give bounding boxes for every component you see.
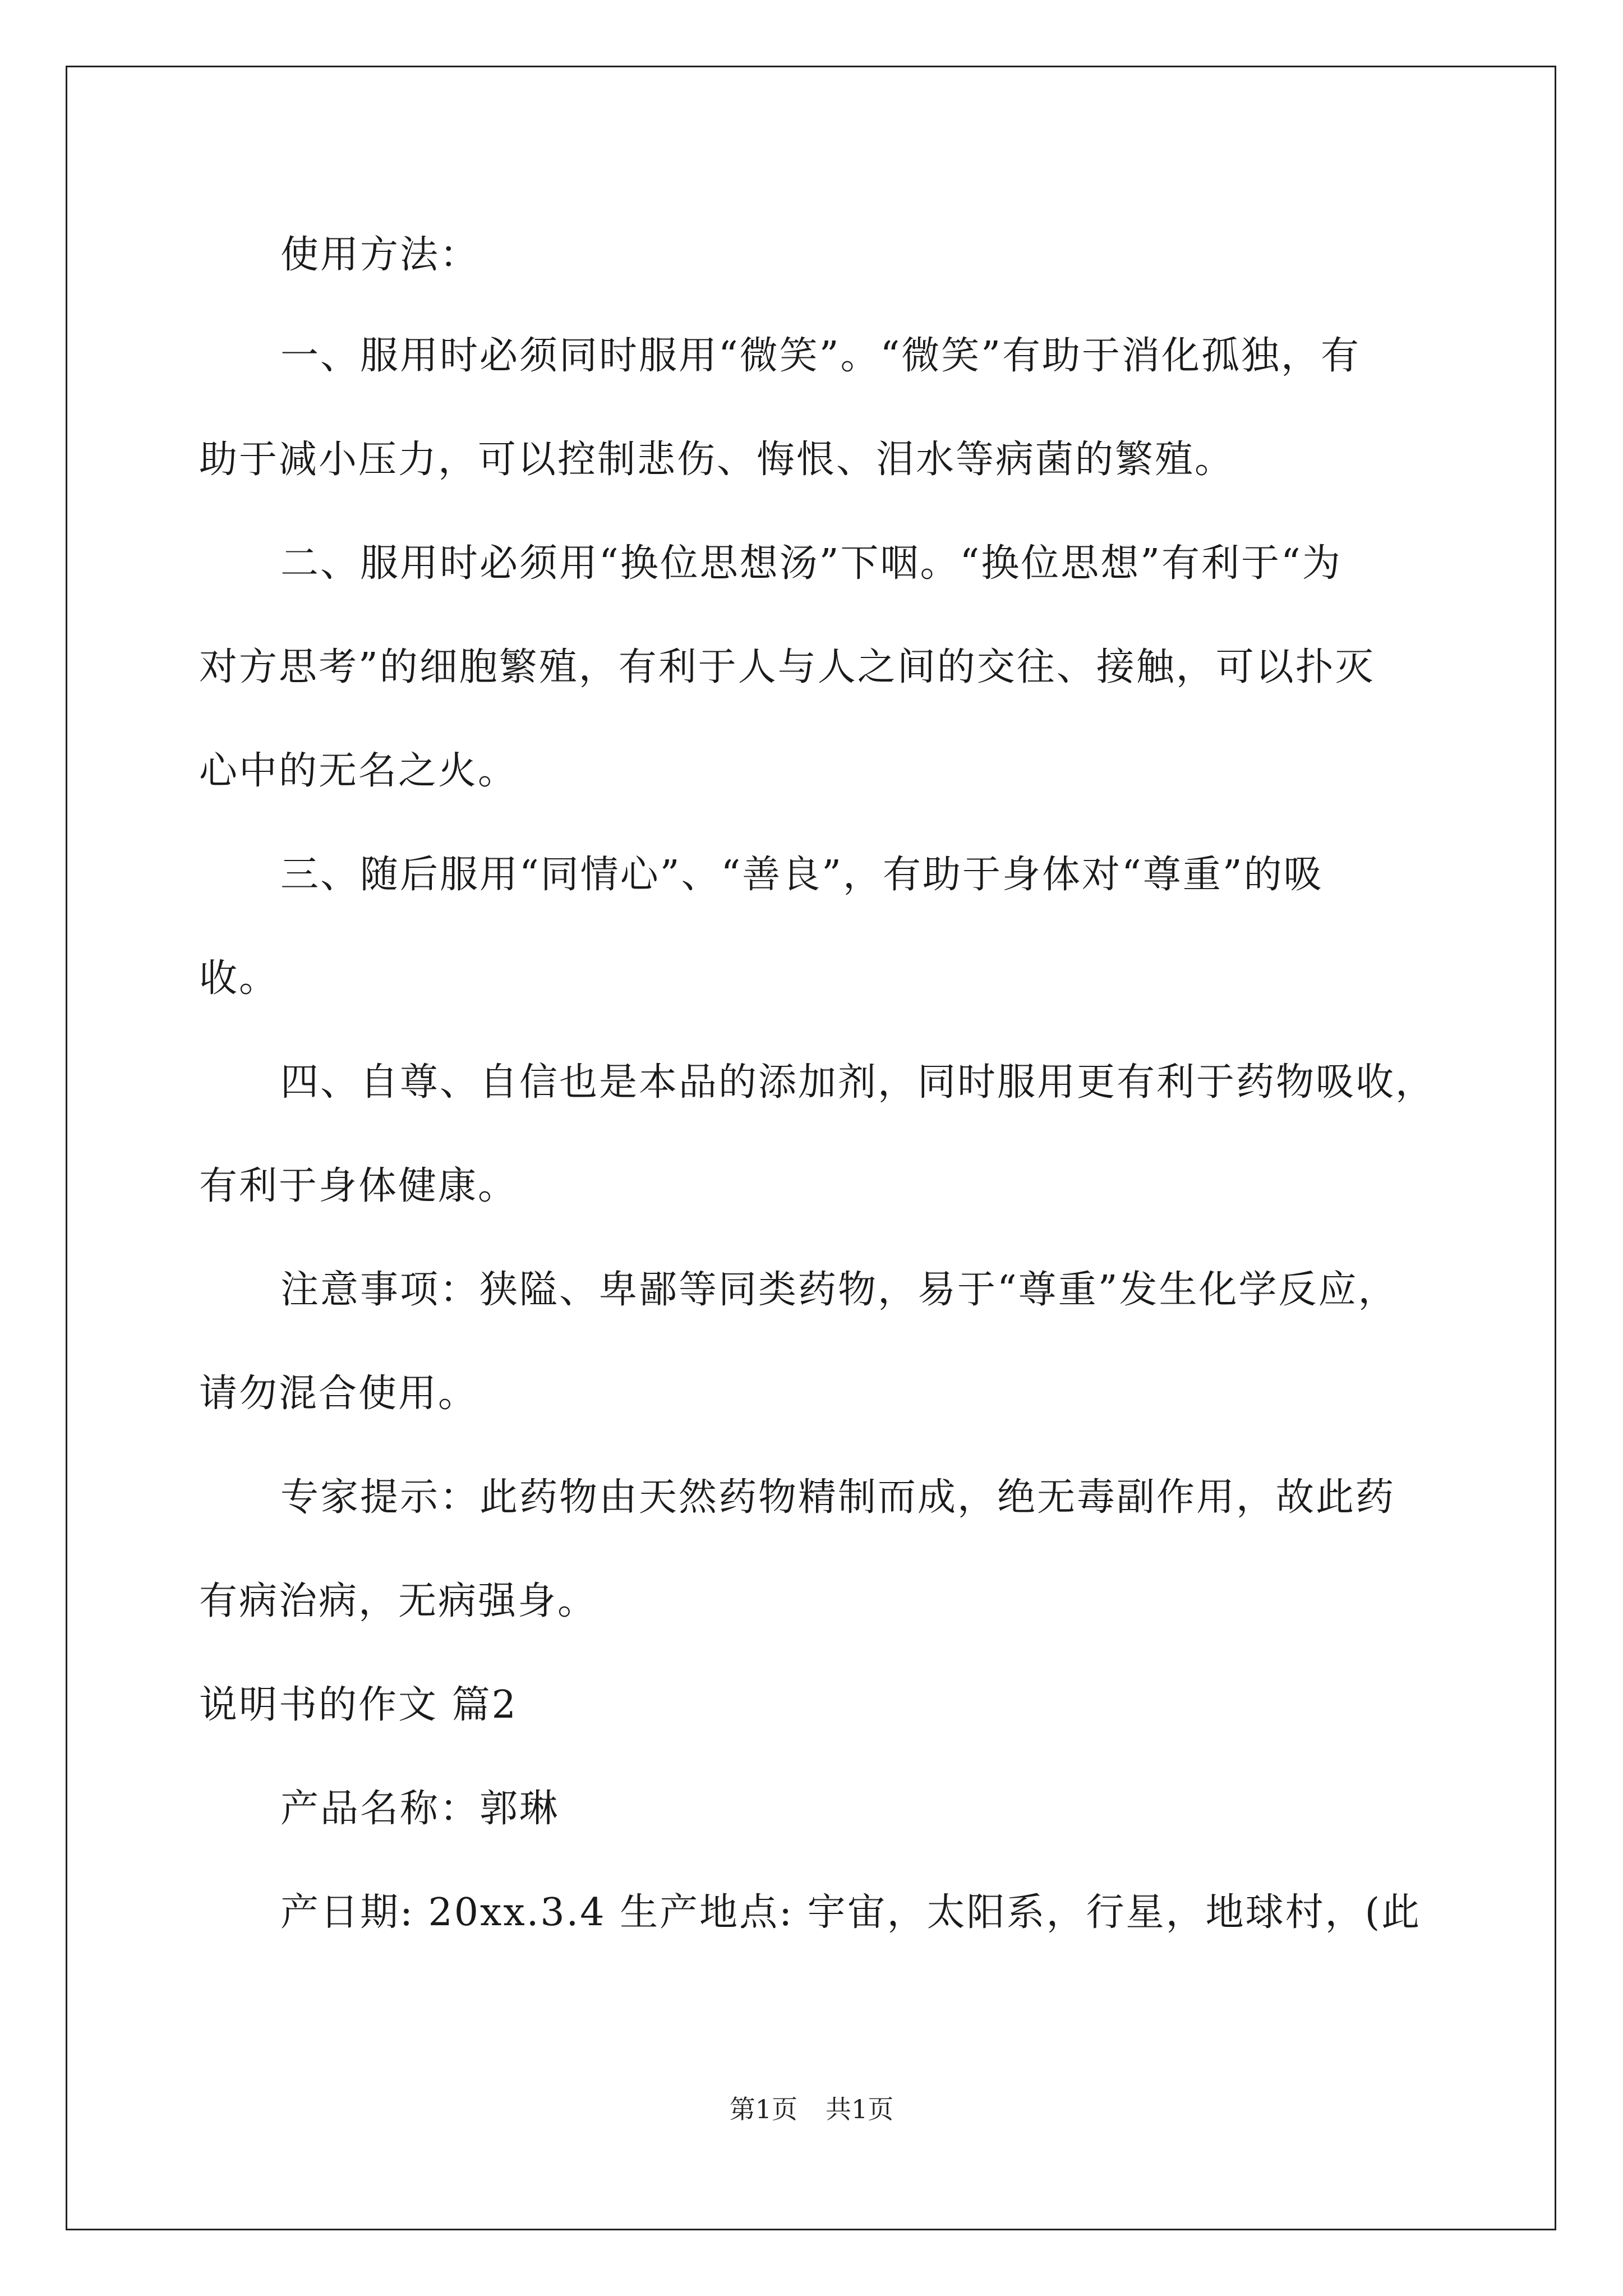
paragraph-line: 产日期: 20xx.3.4 生产地点: 宇宙，太阳系，行星，地球村，(此 — [280, 1890, 1422, 1935]
paragraph-line: 对方思考”的细胞繁殖，有利于人与人之间的交往、接触，可以扑灭 — [199, 645, 1375, 689]
page-number-current: 第1页 — [729, 2094, 797, 2124]
paragraph-line: 收。 — [199, 956, 279, 1001]
paragraph-line: 二、服用时必须用“换位思想汤”下咽。“换位思想”有利于“为 — [280, 541, 1342, 586]
paragraph-line: 专家提示：此药物由天然药物精制而成，绝无毒副作用，故此药 — [280, 1475, 1396, 1520]
section-heading-usage: 使用方法： — [280, 233, 480, 277]
paragraph-line: 有利于身体健康。 — [199, 1164, 518, 1208]
paragraph-line: 助于减小压力，可以控制悲伤、悔恨、泪水等病菌的繁殖。 — [199, 438, 1235, 482]
paragraph-line: 产品名称：郭琳 — [280, 1787, 560, 1831]
paragraph-line: 心中的无名之火。 — [199, 749, 518, 793]
paragraph-line: 请勿混合使用。 — [199, 1372, 478, 1416]
paragraph-line: 有病治病，无病强身。 — [199, 1579, 598, 1623]
paragraph-line: 四、自尊、自信也是本品的添加剂，同时服用更有利于药物吸收， — [280, 1060, 1436, 1105]
page-footer — [0, 2092, 1623, 2126]
article-heading: 说明书的作文 篇2 — [199, 1683, 518, 1727]
page-number-total: 共1页 — [826, 2094, 894, 2124]
paragraph-line: 一、服用时必须同时服用“微笑”。“微笑”有助于消化孤独，有 — [280, 334, 1361, 378]
paragraph-line: 注意事项：狭隘、卑鄙等同类药物，易于“尊重”发生化学反应， — [280, 1268, 1398, 1312]
paragraph-line: 三、随后服用“同情心”、“善良”，有助于身体对“尊重”的吸 — [280, 853, 1324, 897]
